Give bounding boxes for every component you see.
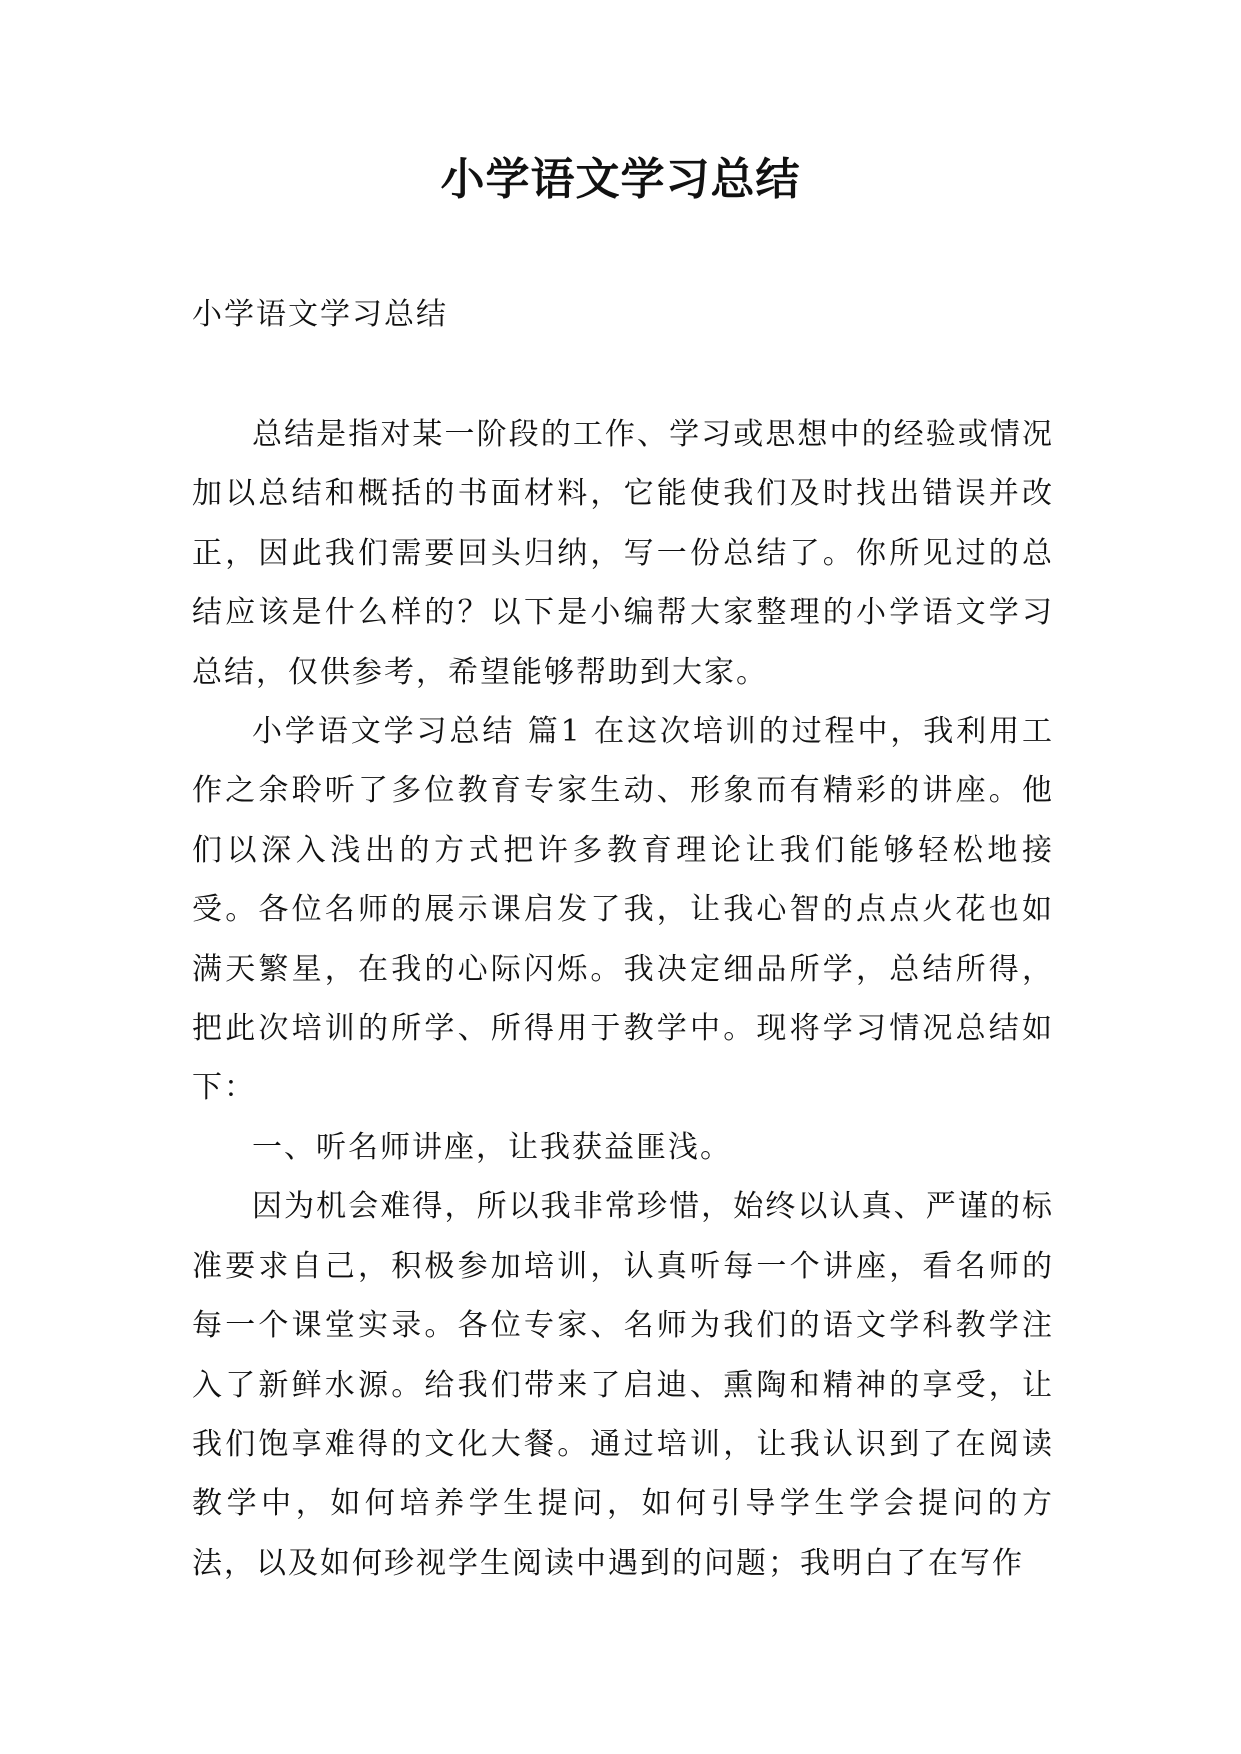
paragraph-heading-1: 一、听名师讲座，让我获益匪浅。	[252, 1129, 732, 1165]
paragraph-body-1: 因为机会难得，所以我非常珍惜，始终以认真、严谨的标准要求自己，积极参加培训，认真听每一个讲座，看名师的每一个课堂实录。各位专家、名师为我们的语文学科教学注入了新鲜水源。给我们带来了启迪、熏陶和精神的享受，让我们饱享难得的文化大餐。通过培训，让我认识到了在阅读教学中，如何培养学生提问，如何引导学生学会提问的方法，以及如何珍视学生阅读中遇到的问题；我明白了在写作	[192, 1189, 1054, 1581]
document-subtitle: 小学语文学习总结	[192, 297, 448, 332]
paragraph-section-1: 小学语文学习总结 篇1 在这次培训的过程中，我利用工作之余聆听了多位教育专家生动、形象而有精彩的讲座。他们以深入浅出的方式把许多教育理论让我们能够轻松地接受。各位名师的展示课启发了我，让我心智的点点火花也如满天繁星，在我的心际闪烁。我决定细品所学，总结所得，把此次培训的所学、所得用于教学中。现将学习情况总结如下：	[192, 714, 1054, 1106]
document-title: 小学语文学习总结	[440, 154, 801, 205]
document-body	[192, 405, 1054, 1593]
paragraph-intro: 总结是指对某一阶段的工作、学习或思想中的经验或情况加以总结和概括的书面材料，它能使我们及时找出错误并改正，因此我们需要回头归纳，写一份总结了。你所见过的总结应该是什么样的？以下是小编帮大家整理的小学语文学习总结，仅供参考，希望能够帮助到大家。	[192, 417, 1054, 690]
